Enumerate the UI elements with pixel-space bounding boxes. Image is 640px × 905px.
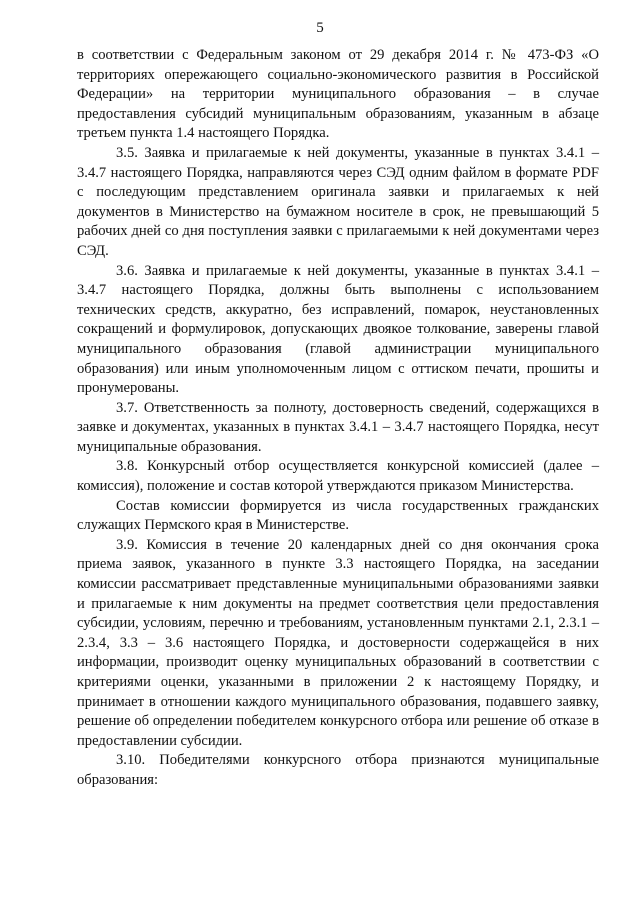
paragraph-3-10: 3.10. Победителями конкурсного отбора признаются муниципальные образования: <box>77 752 599 788</box>
paragraph-commission-composition: Состав комиссии формируется из числа государственных гражданских служащих Пермского края в Министерстве. <box>77 497 599 534</box>
paragraph-3-9: 3.9. Комиссия в течение 20 календарных дней со дня окончания срока приема заявок, указанного в пункте 3.3 настоящего Порядка, на заседании комиссии рассматривает представленные муниципальными образованиями заявки и прилагаемые к ним документы на предмет соответствия цели предоставления субсидии, условиям, перечню и требованиям, установленным пунктами 2.1, 2.3.1 – 2.3.4, 3.3 – 3.6 настоящего Порядка, и достоверности содержащейся в них информации, производит оценку муниципальных образований в соответствии с критериями оценки, указанными в приложении 2 к настоящему Порядку, и принимает в отношении каждого муниципального образования, подавшего заявку, решение об определении победителем конкурсного отбора или решение об отказе в предоставлении субсидии. <box>77 536 599 749</box>
document-body <box>77 46 599 791</box>
paragraph-3-8: 3.8. Конкурсный отбор осуществляется конкурсной комиссией (далее – комиссия), положение и состав которой утверждаются приказом Министерства. <box>77 458 599 495</box>
paragraph-3-7: 3.7. Ответственность за полноту, достоверность сведений, содержащихся в заявке и документах, указанных в пунктах 3.4.1 – 3.4.7 настоящего Порядка, несут муниципальные образования. <box>77 399 599 455</box>
paragraph-continuation: в соответствии с Федеральным законом от 29 декабря 2014 г. № 473-ФЗ «О территориях опережающего социально-экономического развития в Российской Федерации» на территории муниципального образования – в случае предоставления субсидий муниципальным образованиям, указанным в абзаце третьем пункта 1.4 настоящего Порядка. <box>77 47 599 142</box>
paragraph-3-5: 3.5. Заявка и прилагаемые к ней документы, указанные в пунктах 3.4.1 – 3.4.7 настоящего Порядка, направляются через СЭД одним файлом в формате PDF с последующим представлением оригинала заявки и прилагаемых к ней документов в Министерство на бумажном носителе в срок, не превышающий 5 рабочих дней со дня поступления заявки с прилагаемыми к ней документами через СЭД. <box>77 144 599 259</box>
paragraph-3-6: 3.6. Заявка и прилагаемые к ней документы, указанные в пунктах 3.4.1 – 3.4.7 настоящего Порядка, должны быть выполнены с использованием технических средств, аккуратно, без исправлений, помарок, неустановленных сокращений и формулировок, допускающих двоякое толкование, заверены главой муниципального образования (главой администрации муниципального образования) или иным уполномоченным лицом с оттиском печати, прошиты и пронумерованы. <box>77 262 599 397</box>
page-number: 5 <box>316 20 324 36</box>
